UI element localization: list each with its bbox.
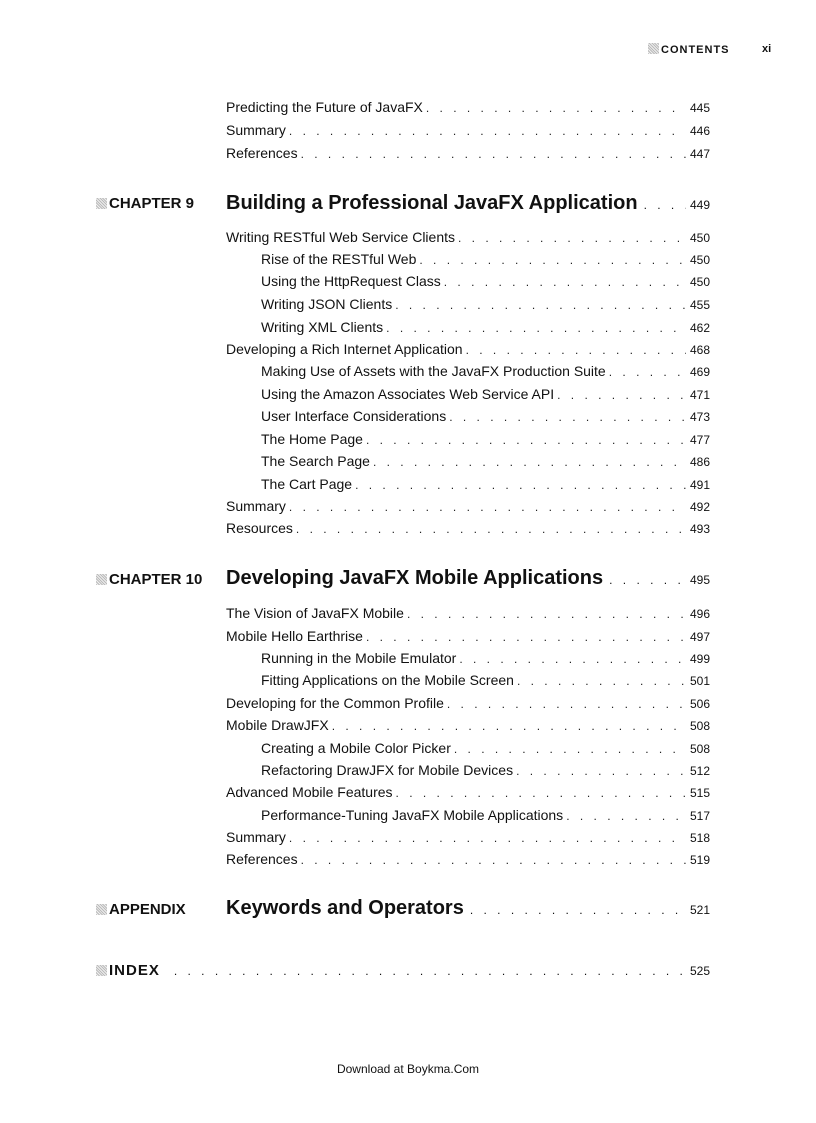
toc-subentry[interactable]: Writing XML Clients . . . 462 <box>261 319 710 339</box>
chapter-10-heading[interactable]: Developing JavaFX Mobile Applications . . . 495 <box>226 567 710 590</box>
index-entry[interactable]: INDEX . . . 525 <box>96 962 710 979</box>
toc-subentry[interactable]: The Home Page . . . 477 <box>261 431 710 451</box>
toc-subentry[interactable]: The Search Page . . . 486 <box>261 453 710 473</box>
toc-entry[interactable]: Summary . . . 446 <box>226 122 710 142</box>
chapter-9-label: CHAPTER 9 <box>96 195 194 212</box>
toc-subentry[interactable]: Using the Amazon Associates Web Service API . . . 471 <box>261 386 710 406</box>
page-number: xi <box>762 43 772 55</box>
toc-entry[interactable]: Writing RESTful Web Service Clients . . . 450 <box>226 229 710 249</box>
toc-entry[interactable]: Summary . . . 492 <box>226 498 710 518</box>
toc-subentry[interactable]: Running in the Mobile Emulator . . . 499 <box>261 650 710 670</box>
toc-subentry[interactable]: Fitting Applications on the Mobile Screen . . . 501 <box>261 672 710 692</box>
running-title: CONTENTS <box>648 43 730 56</box>
toc-entry[interactable]: Predicting the Future of JavaFX . . . 445 <box>226 99 710 119</box>
toc-entry[interactable]: References . . . 519 <box>226 851 710 871</box>
toc-subentry[interactable]: Writing JSON Clients . . . 455 <box>261 296 710 316</box>
download-footer: Download at Boykma.Com <box>336 1062 480 1076</box>
toc-entry[interactable]: The Vision of JavaFX Mobile . . . 496 <box>226 605 710 625</box>
toc-subentry[interactable]: Refactoring DrawJFX for Mobile Devices . . . 512 <box>261 762 710 782</box>
toc-entry[interactable]: References . . . 447 <box>226 145 710 165</box>
toc-subentry[interactable]: Using the HttpRequest Class . . . 450 <box>261 273 710 293</box>
gray-square-icon <box>96 574 107 585</box>
appendix-heading[interactable]: Keywords and Operators . . . 521 <box>226 897 710 920</box>
toc-entry[interactable]: Advanced Mobile Features . . . 515 <box>226 784 710 804</box>
chapter-10-label: CHAPTER 10 <box>96 571 202 588</box>
toc-subentry[interactable]: Performance-Tuning JavaFX Mobile Applications . . . 517 <box>261 807 710 827</box>
toc-subentry[interactable]: Rise of the RESTful Web . . . 450 <box>261 251 710 271</box>
toc-entry[interactable]: Mobile DrawJFX . . . 508 <box>226 717 710 737</box>
toc-subentry[interactable]: Making Use of Assets with the JavaFX Production Suite . . . 469 <box>261 363 710 383</box>
toc-entry[interactable]: Developing a Rich Internet Application . . . 468 <box>226 341 710 361</box>
gray-square-icon <box>96 198 107 209</box>
chapter-9-heading[interactable]: Building a Professional JavaFX Application . . . 449 <box>226 192 710 215</box>
toc-subentry[interactable]: The Cart Page . . . 491 <box>261 476 710 496</box>
gray-square-icon <box>96 904 107 915</box>
gray-square-icon <box>648 43 659 54</box>
toc-entry[interactable]: Developing for the Common Profile . . . 506 <box>226 695 710 715</box>
running-header <box>0 43 816 59</box>
appendix-label: APPENDIX <box>96 901 186 918</box>
toc-entry[interactable]: Summary . . . 518 <box>226 829 710 849</box>
toc-entry[interactable]: Resources . . . 493 <box>226 520 710 540</box>
toc-subentry[interactable]: User Interface Considerations . . . 473 <box>261 408 710 428</box>
toc-entry[interactable]: Mobile Hello Earthrise . . . 497 <box>226 628 710 648</box>
gray-square-icon <box>96 965 107 976</box>
toc-subentry[interactable]: Creating a Mobile Color Picker . . . 508 <box>261 740 710 760</box>
